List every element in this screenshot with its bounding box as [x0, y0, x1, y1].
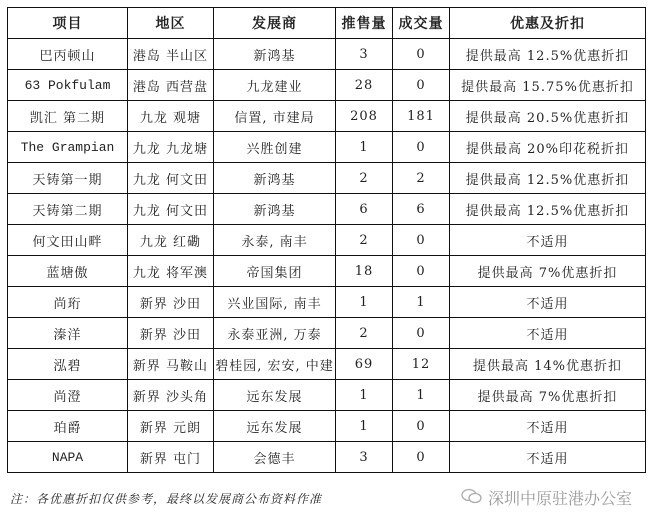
cell-developer: 远东发展 — [214, 411, 336, 442]
cell-developer: 新鸿基 — [214, 163, 336, 194]
cell-discount: 提供最高 20.5%优惠折扣 — [450, 101, 646, 132]
cell-developer: 远东发展 — [214, 380, 336, 411]
table-row — [8, 380, 646, 411]
header-project: 项目 — [8, 8, 128, 39]
cell-units-offered: 1 — [336, 287, 393, 318]
header-district: 地区 — [128, 8, 214, 39]
cell-units-sold: 2 — [393, 163, 450, 194]
cell-units-offered: 2 — [336, 225, 393, 256]
table-row — [8, 70, 646, 101]
cell-developer: 碧桂园, 宏安, 中建 — [214, 349, 336, 380]
cell-units-sold: 0 — [393, 225, 450, 256]
table-row — [8, 194, 646, 225]
cell-developer: 永泰亚洲, 万泰 — [214, 318, 336, 349]
wechat-icon — [460, 487, 484, 509]
cell-project: 珀爵 — [8, 411, 128, 442]
table-row — [8, 225, 646, 256]
cell-units-offered: 2 — [336, 163, 393, 194]
cell-project: 溱洋 — [8, 318, 128, 349]
cell-project: 天铸第二期 — [8, 194, 128, 225]
cell-developer: 兴胜创建 — [214, 132, 336, 163]
cell-developer: 九龙建业 — [214, 70, 336, 101]
cell-project: 泓碧 — [8, 349, 128, 380]
cell-developer: 永泰, 南丰 — [214, 225, 336, 256]
header-row — [8, 8, 646, 39]
cell-units-sold: 1 — [393, 287, 450, 318]
cell-project: 尚澄 — [8, 380, 128, 411]
cell-discount: 提供最高 12.5%优惠折扣 — [450, 163, 646, 194]
cell-district: 新界 沙头角 — [128, 380, 214, 411]
cell-district: 九龙 观塘 — [128, 101, 214, 132]
watermark — [460, 486, 632, 509]
cell-district: 九龙 将军澳 — [128, 256, 214, 287]
cell-units-sold: 6 — [393, 194, 450, 225]
cell-units-offered: 69 — [336, 349, 393, 380]
cell-discount: 不适用 — [450, 318, 646, 349]
table-row — [8, 287, 646, 318]
table-row — [8, 411, 646, 442]
cell-units-offered: 28 — [336, 70, 393, 101]
table-row — [8, 349, 646, 380]
cell-district: 新界 沙田 — [128, 287, 214, 318]
cell-discount: 提供最高 7%优惠折扣 — [450, 380, 646, 411]
cell-project: The Grampian — [8, 132, 128, 163]
cell-district: 九龙 何文田 — [128, 163, 214, 194]
cell-units-sold: 0 — [393, 411, 450, 442]
cell-units-offered: 2 — [336, 318, 393, 349]
cell-district: 港岛 半山区 — [128, 39, 214, 70]
cell-district: 新界 马鞍山 — [128, 349, 214, 380]
cell-units-sold: 0 — [393, 70, 450, 101]
cell-units-offered: 1 — [336, 132, 393, 163]
cell-district: 新界 元朗 — [128, 411, 214, 442]
cell-units-sold: 0 — [393, 442, 450, 473]
cell-developer: 帝国集团 — [214, 256, 336, 287]
cell-units-offered: 1 — [336, 411, 393, 442]
table-row — [8, 163, 646, 194]
cell-developer: 会德丰 — [214, 442, 336, 473]
cell-project: 尚珩 — [8, 287, 128, 318]
cell-district: 新界 沙田 — [128, 318, 214, 349]
cell-developer: 信置, 市建局 — [214, 101, 336, 132]
cell-units-sold: 1 — [393, 380, 450, 411]
header-units-offered: 推售量 — [336, 8, 393, 39]
table-row — [8, 101, 646, 132]
cell-project: NAPA — [8, 442, 128, 473]
cell-units-offered: 18 — [336, 256, 393, 287]
table-row — [8, 132, 646, 163]
cell-units-offered: 208 — [336, 101, 393, 132]
cell-project: 63 Pokfulam — [8, 70, 128, 101]
cell-project: 蓝塘傲 — [8, 256, 128, 287]
cell-units-sold: 181 — [393, 101, 450, 132]
cell-units-offered: 3 — [336, 442, 393, 473]
cell-district: 九龙 何文田 — [128, 194, 214, 225]
cell-units-sold: 12 — [393, 349, 450, 380]
cell-units-sold: 0 — [393, 318, 450, 349]
cell-project: 何文田山畔 — [8, 225, 128, 256]
cell-discount: 提供最高 14%优惠折扣 — [450, 349, 646, 380]
cell-project: 天铸第一期 — [8, 163, 128, 194]
header-developer: 发展商 — [214, 8, 336, 39]
cell-developer: 新鸿基 — [214, 194, 336, 225]
cell-discount: 提供最高 12.5%优惠折扣 — [450, 39, 646, 70]
cell-district: 港岛 西营盘 — [128, 70, 214, 101]
table-row — [8, 318, 646, 349]
watermark-text: 深圳中原驻港办公室 — [488, 489, 633, 508]
header-discount: 优惠及折扣 — [450, 8, 646, 39]
cell-discount: 提供最高 15.75%优惠折扣 — [450, 70, 646, 101]
cell-project: 凯汇 第二期 — [8, 101, 128, 132]
cell-developer: 兴业国际, 南丰 — [214, 287, 336, 318]
cell-discount: 提供最高 20%印花税折扣 — [450, 132, 646, 163]
cell-discount: 提供最高 12.5%优惠折扣 — [450, 194, 646, 225]
cell-discount: 提供最高 7%优惠折扣 — [450, 256, 646, 287]
table-row — [8, 39, 646, 70]
header-units-sold: 成交量 — [393, 8, 450, 39]
cell-units-offered: 1 — [336, 380, 393, 411]
table-row — [8, 256, 646, 287]
footnote: 注：各优惠折扣仅供参考，最终以发展商公布资料作准 — [10, 492, 323, 506]
cell-district: 九龙 九龙塘 — [128, 132, 214, 163]
cell-district: 新界 屯门 — [128, 442, 214, 473]
cell-discount: 不适用 — [450, 225, 646, 256]
cell-units-sold: 0 — [393, 39, 450, 70]
cell-units-sold: 0 — [393, 132, 450, 163]
cell-developer: 新鸿基 — [214, 39, 336, 70]
cell-discount: 不适用 — [450, 411, 646, 442]
cell-discount: 不适用 — [450, 287, 646, 318]
property-table — [7, 7, 646, 473]
cell-units-sold: 0 — [393, 256, 450, 287]
cell-discount: 不适用 — [450, 442, 646, 473]
cell-project: 巴丙顿山 — [8, 39, 128, 70]
cell-units-offered: 3 — [336, 39, 393, 70]
cell-district: 九龙 红磡 — [128, 225, 214, 256]
cell-units-offered: 6 — [336, 194, 393, 225]
table-row — [8, 442, 646, 473]
